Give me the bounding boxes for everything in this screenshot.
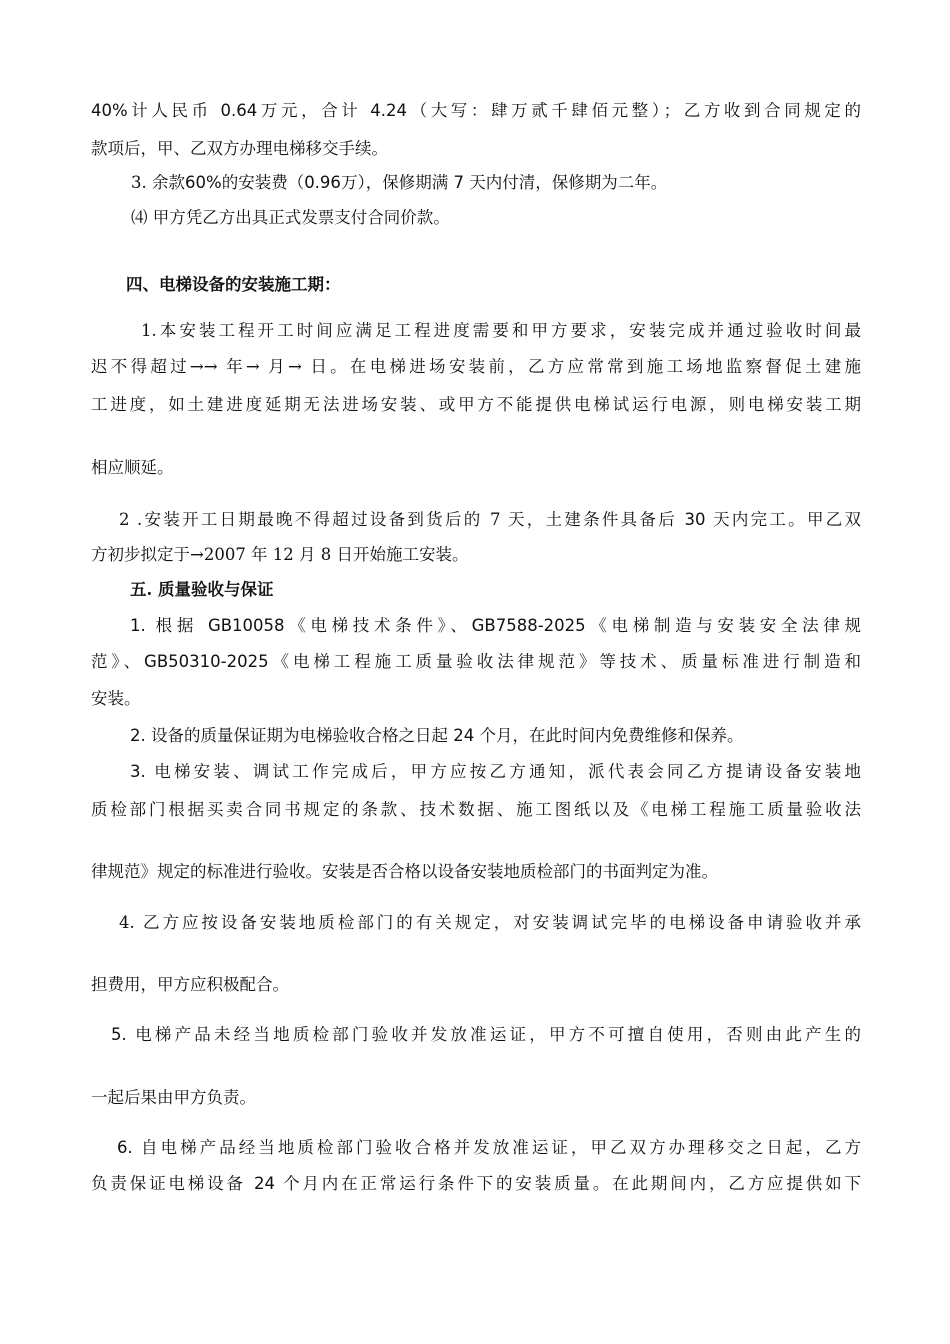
text-fragment: 天内完工。甲乙双: [713, 510, 862, 529]
text-fragment: 的安装费（: [221, 173, 305, 192]
text-fragment: 负责保证电梯设备: [91, 1174, 254, 1193]
paragraph-line: 迟不得超过→→ 年→ 月→ 日。在电梯进场安装前，乙方应常常到施工场地监察督促土建施: [91, 357, 861, 376]
text-fragment: 30: [684, 510, 706, 529]
paragraph-line: 担费用，甲方应积极配合。: [91, 975, 289, 994]
text-fragment: 3. 余款: [131, 173, 185, 192]
paragraph-line: 方初步拟定于→2007 年 12 月 8 日开始施工安装。: [91, 545, 469, 564]
paragraph-line: 律规范》规定的标准进行验收。安装是否合格以设备安装地质检部门的书面判定为准。: [91, 862, 718, 881]
text-fragment: 《电梯制造与安装安全法律规: [585, 616, 862, 635]
text-fragment: 3.: [130, 762, 146, 781]
paragraph-line: 1.本安装工程开工时间应满足工程进度需要和甲方要求，安装完成并通过验收时间最: [141, 321, 861, 340]
text-fragment: 4.24: [370, 101, 407, 120]
text-fragment: 个月内在正常运行条件下的安装质量。在此期间内，乙方应提供如下: [274, 1174, 861, 1193]
paragraph-line: [130, 614, 861, 638]
paragraph-line: [91, 650, 861, 674]
text-fragment: 《电梯工程施工质量验收法律规范》等技术、质量标准进行制造和: [268, 652, 862, 671]
text-fragment: 电梯产品未经当地质检部门验收并发放准运证，甲方不可擅自使用，否则由此产生的: [126, 1025, 861, 1044]
text-fragment: 60%: [185, 173, 222, 192]
paragraph-line: [131, 171, 861, 195]
paragraph-line: 工进度，如土建进度延期无法进场安装、或甲方不能提供电梯试运行电源，则电梯安装工期: [91, 395, 861, 414]
text-fragment: （大写：肆万贰千肆佰元整）；乙方收到合同规定的: [407, 101, 862, 120]
paragraph-line: 款项后，甲、乙双方办理电梯移交手续。: [91, 139, 388, 158]
text-fragment: 电梯安装、调试工作完成后，甲方应按乙方通知，派代表会同乙方提请设备安装地: [145, 762, 861, 781]
text-fragment: GB7588-2025: [471, 616, 586, 635]
text-fragment: 24: [253, 1174, 275, 1193]
paragraph-line: [119, 508, 861, 532]
text-fragment: 24: [453, 726, 475, 745]
text-fragment: 40%: [91, 101, 128, 120]
text-fragment: 计人民币: [127, 101, 212, 120]
text-fragment: 自电梯产品经当地质检部门验收合格并发放准运证，甲乙双方办理移交之日起，乙方: [132, 1138, 861, 1157]
text-fragment: 《电梯技术条件》、: [284, 616, 472, 635]
paragraph-line: 一起后果由甲方负责。: [91, 1088, 256, 1107]
paragraph-line: [91, 1172, 861, 1196]
paragraph-line: 质检部门根据买卖合同书规定的条款、技术数据、施工图纸以及《电梯工程施工质量验收法: [91, 800, 861, 819]
text-fragment: 2 .安装开工日期最晚不得超过设备到货后的 7 天，土建条件具备后: [119, 510, 678, 529]
section-heading-4: 四、电梯设备的安装施工期：: [126, 275, 341, 294]
paragraph-line: 相应顺延。: [91, 458, 174, 477]
text-fragment: 万），保修期满: [340, 173, 449, 192]
text-fragment: GB50310-2025: [144, 652, 269, 671]
paragraph-line: [130, 760, 861, 784]
text-fragment: 0.96: [304, 173, 341, 192]
text-fragment: 个月，在此时间内免费维修和保养。: [474, 726, 744, 745]
text-fragment: 设备的质量保证期为电梯验收合格之日起: [145, 726, 454, 745]
paragraph-line: [111, 1023, 861, 1047]
text-fragment: 范》、: [91, 652, 145, 671]
text-fragment: 0.64: [220, 101, 258, 120]
paragraph-line: ⑷ 甲方凭乙方出具正式发票支付合同价款。: [131, 208, 450, 227]
paragraph-line: 安装。: [91, 689, 141, 708]
text-fragment: 天内付清，保修期为二年。: [469, 173, 668, 192]
text-fragment: 6.: [117, 1138, 133, 1157]
paragraph-line: [91, 99, 861, 123]
paragraph-line: 4. 乙方应按设备安装地质检部门的有关规定，对安装调试完毕的电梯设备申请验收并承: [119, 913, 861, 932]
text-fragment: 万元，合计: [257, 101, 362, 120]
paragraph-line: [117, 1136, 861, 1160]
section-heading-5: 五. 质量验收与保证: [130, 580, 274, 599]
text-fragment: 5.: [111, 1025, 127, 1044]
text-fragment: 2.: [130, 726, 146, 745]
paragraph-line: [130, 724, 861, 748]
text-fragment: 1. 根据 GB10058: [130, 616, 285, 635]
text-fragment: 7: [453, 173, 464, 192]
